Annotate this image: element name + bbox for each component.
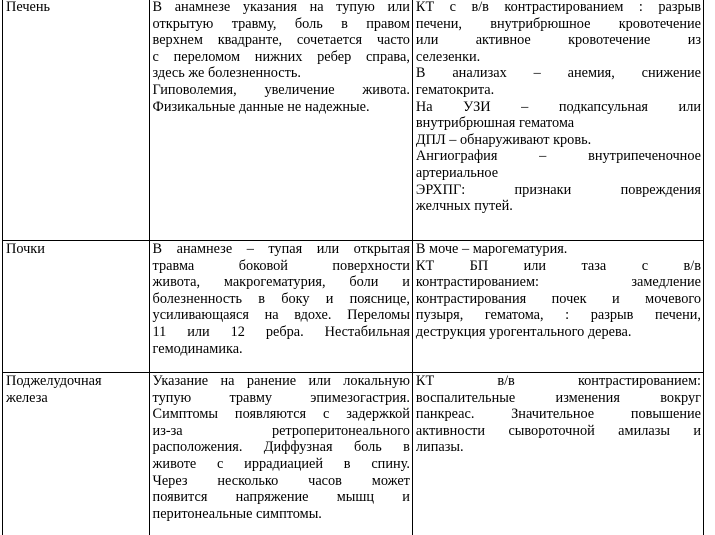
text-line: животе с иррадиацией в спину. [152, 455, 410, 472]
paragraph [153, 82, 410, 115]
text-line: гемодинамика. [152, 340, 243, 357]
text-line: внутрибрюшная гематома [415, 115, 575, 132]
paragraph [416, 258, 701, 341]
paragraph [416, 132, 701, 149]
organ-name: Почки [6, 241, 45, 257]
text-line: КТ с в/в контрастированием : разрыв [415, 0, 701, 15]
paragraph [153, 373, 410, 522]
text-line: КТ БП или таза с в/в [415, 257, 701, 274]
text-line: появится напряжение мышц и [152, 489, 410, 506]
diagnostics-cell [412, 241, 703, 373]
text-line: из-за ретроперитонеального [152, 422, 410, 439]
text-line: расположения. Диффузная боль в [152, 439, 410, 456]
text-line: открытую травму, боль в правом [152, 15, 410, 32]
paragraph [153, 241, 410, 357]
text-line: живота, макрогематурия, боли и [152, 274, 410, 291]
text-line: Гиповолемия, увеличение живота. [152, 81, 410, 98]
text-line: желчных путей. [415, 198, 513, 215]
text-line: контрастирования почек и мочевого [415, 290, 701, 307]
paragraph [416, 182, 701, 215]
text-line: Симптомы появляются с задержкой [152, 406, 410, 423]
text-line: пузыря, гематома, : разрыв печени, [415, 307, 701, 324]
paragraph [416, 373, 701, 456]
organ-name: Поджелудочная железа [6, 373, 102, 406]
text-line: ДПЛ – обнаруживают кровь. [415, 131, 592, 148]
text-line: артериальное [415, 164, 499, 181]
text-line: 11 или 12 ребра. Нестабильная [152, 323, 410, 340]
text-line: Указание на ранение или локальную [152, 373, 410, 389]
diagnostics-cell [412, 0, 703, 241]
text-line: деструкция урогентального дерева. [415, 323, 632, 340]
text-line: перитонеальные симптомы. [152, 505, 322, 522]
paragraph [416, 241, 701, 258]
paragraph [416, 148, 701, 181]
text-line: или активное кровотечение из [415, 32, 701, 49]
text-line: воспалительные изменения вокруг [415, 389, 701, 406]
paragraph [153, 0, 410, 82]
table-row [3, 373, 704, 535]
trauma-table [2, 0, 704, 535]
text-line: печени, внутрибрюшное кровотечение [415, 15, 701, 32]
text-line: усиливающаяся на вдохе. Переломы [152, 307, 410, 324]
text-line: панкреас. Значительное повышение [415, 406, 701, 423]
table-row [3, 241, 704, 373]
text-line: Через несколько часов может [152, 472, 410, 489]
organ-cell [3, 0, 150, 241]
text-line: здесь же болезненность. [152, 65, 301, 82]
organ-cell [3, 241, 150, 373]
history-cell [149, 373, 412, 535]
history-cell [149, 241, 412, 373]
text-line: КТ в/в контрастированием: [415, 373, 701, 389]
organ-name: Печень [6, 0, 51, 15]
text-line: активности сывороточной амилазы и [415, 422, 701, 439]
text-line: В анализах – анемия, снижение [415, 65, 701, 82]
table-row [3, 0, 704, 241]
text-line: гематокрита. [415, 81, 495, 98]
text-line: липазы. [415, 439, 464, 456]
text-line: верхнем квадранте, сочетается часто [152, 32, 410, 49]
text-line: ЭРХПГ: признаки повреждения [415, 181, 701, 198]
text-line: селезенки. [415, 48, 481, 65]
organ-cell [3, 373, 150, 535]
paragraph [416, 65, 701, 98]
text-line: с переломом нижних ребер справа, [152, 48, 410, 65]
text-line: болезненность в боку и пояснице, [152, 290, 410, 307]
text-line: Физикальные данные не надежные. [152, 98, 370, 115]
paragraph [416, 99, 701, 132]
text-line: Ангиография – внутрипеченочное [415, 148, 701, 165]
diagnostics-cell [412, 373, 703, 535]
paragraph [416, 0, 701, 65]
text-line: травма боковой поверхности [152, 257, 410, 274]
text-line: В анамнезе – тупая или открытая [152, 241, 410, 257]
text-line: В анамнезе указания на тупую или [152, 0, 410, 15]
text-line: На УЗИ – подкапсульная или [415, 98, 701, 115]
text-line: В моче – марогематурия. [415, 241, 568, 257]
text-line: контрастированием: замедление [415, 274, 701, 291]
history-cell [149, 0, 412, 241]
text-line: тупую травму эпимезогастрия. [152, 389, 410, 406]
